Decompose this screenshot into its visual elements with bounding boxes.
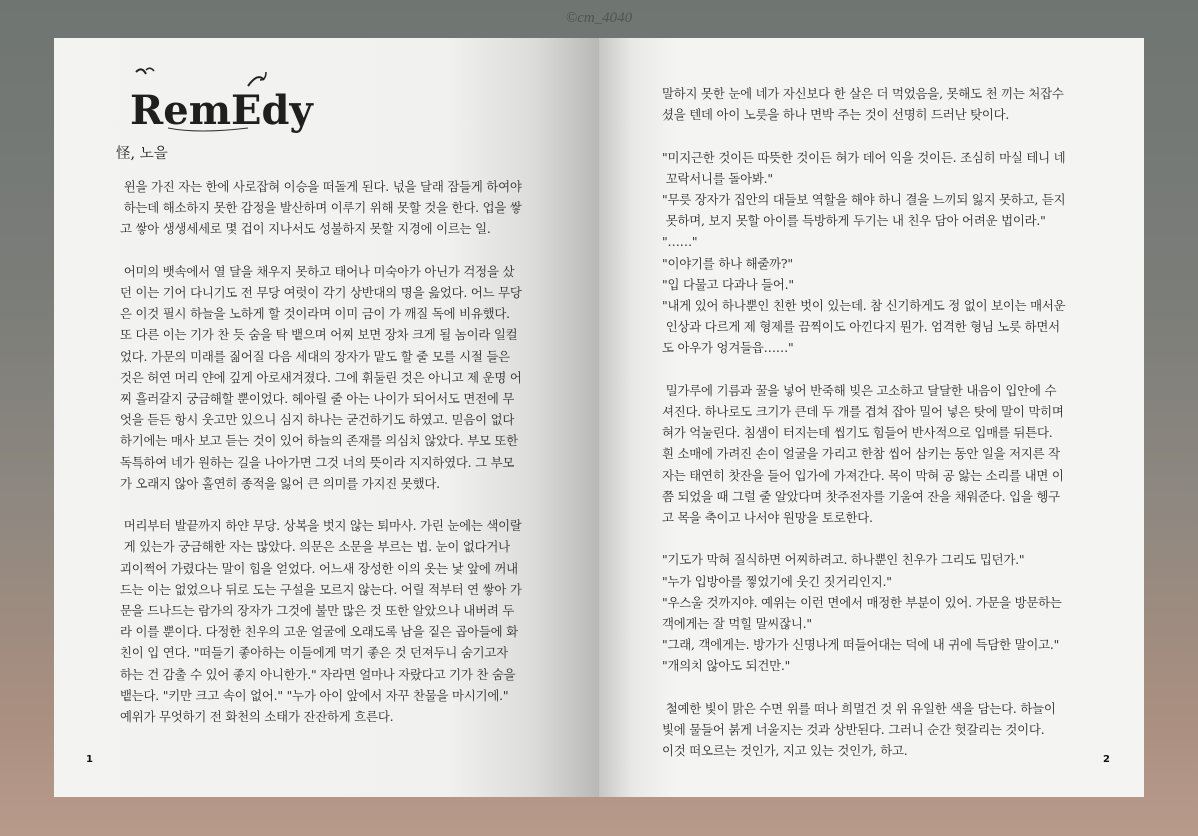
text-line: 뱉는다. "키만 크고 속이 없어." "누가 아이 앞에서 자꾸 찬물을 마시기에." xyxy=(120,687,509,703)
text-line: 흰 소매에 가려진 손이 얼굴을 가리고 한참 씹어 삼키는 동안 일을 저지른 작 xyxy=(662,446,1060,462)
text-line: 하는 건 감출 수 있어 좋지 아니한가." 자라면 얼마나 자랐다고 기가 찬 숨을 xyxy=(120,666,516,682)
text-line: 객에게는 잘 먹힐 말씨잖니." xyxy=(662,616,812,632)
page-number: 1 xyxy=(86,754,93,765)
remedy-logo xyxy=(128,66,313,138)
text-line: 또 다른 이는 기가 찬 듯 숨을 탁 뱉으며 어찌 보면 장차 크게 될 놈이라 일컬 xyxy=(120,327,518,343)
text-line: 이것 떠오르는 것인가, 지고 있는 것인가, 하고. xyxy=(662,743,908,759)
text-line: 하는데 해소하지 못한 감정을 발산하며 이루기 위해 못할 것을 한다. 업을 쌓 xyxy=(120,200,522,216)
text-line: 도 아우가 엉겨들읍……" xyxy=(662,340,794,356)
text-line: 인상과 다르게 제 형제를 끔찍이도 아낀다지 뭔가. 엄격한 형님 노릇 하면서 xyxy=(662,319,1060,335)
text-line: 자는 태연히 찻잔을 들어 입가에 가져간다. 목이 막혀 공 앓는 소리를 내면 이 xyxy=(662,467,1064,483)
text-line: 엇을 듣든 항시 웃고만 있으니 심지 하나는 굳건하기도 하였고. 믿음이 없다 xyxy=(120,412,515,428)
text-line: 게 있는가 궁금해한 자는 많았다. 의문은 소문을 부르는 법. 눈이 없다거나 xyxy=(120,539,510,555)
text-line: 철예한 빛이 맑은 수면 위를 떠나 희멀건 것 위 유일한 색을 담는다. 하늘이 xyxy=(662,700,1056,716)
text-line: 꼬락서니를 돌아봐." xyxy=(662,170,773,186)
text-line: 찌 흘러갈지 궁금해할 뿐이었다. 헤아릴 줄 아는 나이가 되어서도 면전에 무 xyxy=(120,391,515,407)
text-line: 셨을 텐데 아이 노릇을 하나 면박 주는 것이 선명히 드러난 탓이다. xyxy=(662,107,1010,123)
text-line: 고 목을 축이고 나서야 원망을 토로한다. xyxy=(662,510,873,526)
text-line xyxy=(662,359,1102,380)
text-line: "……" xyxy=(662,234,698,250)
text-line xyxy=(662,125,1102,146)
text-line: 빛에 물들어 붉게 너울지는 것과 상반된다. 그러니 순간 헛갈리는 것이다. xyxy=(662,722,1045,738)
right-page xyxy=(599,38,1144,797)
text-line: 밀가루에 기름과 꿀을 넣어 반죽해 빚은 고소하고 달달한 내음이 입안에 수 xyxy=(662,382,1057,398)
text-line: 고 쌓아 생생세세로 몇 겁이 지나서도 성불하지 못할 지경에 이르는 일. xyxy=(120,221,491,237)
text-line: 친이 입 연다. "떠들기 좋아하는 이들에게 먹기 좋은 것 던져두니 숨기고자 xyxy=(120,645,508,661)
text-line: 괴이쩍어 가렸다는 말이 힘을 얻었다. 어느새 장성한 이의 옷는 낯 앞에 꺼내 xyxy=(120,560,518,576)
text-line: "기도가 막혀 질식하면 어찌하려고. 하나뿐인 친우가 그리도 밉던가." xyxy=(662,552,1025,568)
text-line: "누가 입방아를 찧었기에 웃긴 짓거리인지." xyxy=(662,573,892,589)
text-line: 못하며, 보지 못할 아이를 득방하게 두기는 내 친우 담아 어려운 법이라." xyxy=(662,213,1046,229)
text-line xyxy=(662,528,1102,549)
text-line: "우스울 것까지야. 예위는 이런 면에서 매정한 부분이 있어. 가문을 방문하는 xyxy=(662,594,1062,610)
text-line: 어미의 뱃속에서 열 달을 채우지 못하고 태어나 미숙아가 아닌가 걱정을 샀 xyxy=(120,263,515,279)
text-line xyxy=(120,240,550,261)
text-line: "개의치 않아도 되건만." xyxy=(662,658,791,674)
text-line: "내게 있어 하나뿐인 친한 벗이 있는데. 참 신기하게도 정 없이 보이는 매서운 xyxy=(662,298,1066,314)
text-line: 라 이를 뿐이다. 다정한 친우의 고운 얼굴에 오래도록 남을 짙은 곱아들에 화 xyxy=(120,624,518,640)
text-line: 던 이는 기어 다니기도 전 무당 여럿이 각기 상반대의 명을 읊었다. 어느 무당 xyxy=(120,285,522,300)
text-line: 독특하여 네가 원하는 길을 나아가면 그것 너의 뜻이라 지지하였다. 그 부모 xyxy=(120,454,515,470)
text-line: 문을 드나드는 람가의 장자가 그것에 불만 많은 것 또한 알았으나 내버려 두 xyxy=(120,603,515,619)
text-line: 윈을 가진 자는 한에 사로잡혀 이승을 떠돌게 된다. 넋을 달래 잠들게 하여야 xyxy=(120,179,522,194)
text-line: 것은 허연 머리 얀에 깊게 아로새겨졌다. 그에 휘둘린 것은 아니고 제 운명 어 xyxy=(120,369,522,385)
text-line: 은 이것 필시 하늘을 노하게 할 것이라며 이미 금이 가 깨질 독에 비유했다. xyxy=(120,306,510,322)
text-line xyxy=(662,677,1102,698)
text-line: "입 다물고 다과나 들어." xyxy=(662,276,794,292)
watermark: ©cm_4040 xyxy=(565,10,633,26)
text-line: 머리부터 발끝까지 하얀 무당. 상복을 벗지 않는 퇴마사. 가린 눈에는 색이랄 xyxy=(120,518,522,534)
text-line: 하기에는 매사 보고 듣는 것이 있어 하늘의 존재를 의심치 않았다. 부모 또한 xyxy=(120,433,518,449)
text-line: 쯤 되었을 때 그럴 줄 알았다며 찻주전자를 기울여 잔을 채워준다. 입을 헹구 xyxy=(662,488,1060,504)
left-page xyxy=(54,38,599,797)
text-line xyxy=(120,494,550,515)
logo-text: RemEdy xyxy=(130,87,313,134)
text-line: 었다. 가문의 미래를 짊어질 다음 세대의 장자가 맡도 할 줄 모를 시절 들은 xyxy=(120,348,510,364)
text-line: "이야기를 하나 해줄까?" xyxy=(662,255,793,271)
text-line: 가 오래지 않아 홀연히 종적을 잃어 큰 의미를 가지진 못했다. xyxy=(120,475,440,491)
text-line: 말하지 못한 눈에 네가 자신보다 한 살은 더 먹었음을, 못해도 천 끼는 처잡수 xyxy=(662,86,1064,101)
text-line: 드는 이는 없었으나 뒤로 도는 구설을 모르지 않는다. 어릴 적부터 연 쌓아 가 xyxy=(120,581,522,597)
left-page-body xyxy=(120,176,550,727)
text-line: 셔진다. 하나로도 크기가 큰데 두 개를 겹쳐 잡아 밀어 넣은 탓에 말이 막히며 xyxy=(662,404,1064,420)
text-line: "미지근한 것이든 따뜻한 것이든 혀가 데어 익을 것이든. 조심히 마실 테니 네 xyxy=(662,149,1066,165)
text-line: "그래, 객에게는. 방가가 신명나게 떠들어대는 덕에 내 귀에 득담한 말이고." xyxy=(662,637,1060,653)
text-line: 혀가 억눌린다. 침샘이 터지는데 씹기도 힘들어 반사적으로 입매를 뒤튼다. xyxy=(662,425,1053,441)
author-byline: 怪, 노을 xyxy=(116,146,168,162)
right-page-body xyxy=(662,83,1102,761)
text-line: 예위가 무엇하기 전 화천의 소태가 잔잔하게 흐른다. xyxy=(120,709,394,725)
text-line: "무릇 장자가 집안의 대들보 역할을 해야 하니 결을 느끼되 잃지 못하고, 듣지 xyxy=(662,192,1066,207)
page-number: 2 xyxy=(1103,754,1110,765)
